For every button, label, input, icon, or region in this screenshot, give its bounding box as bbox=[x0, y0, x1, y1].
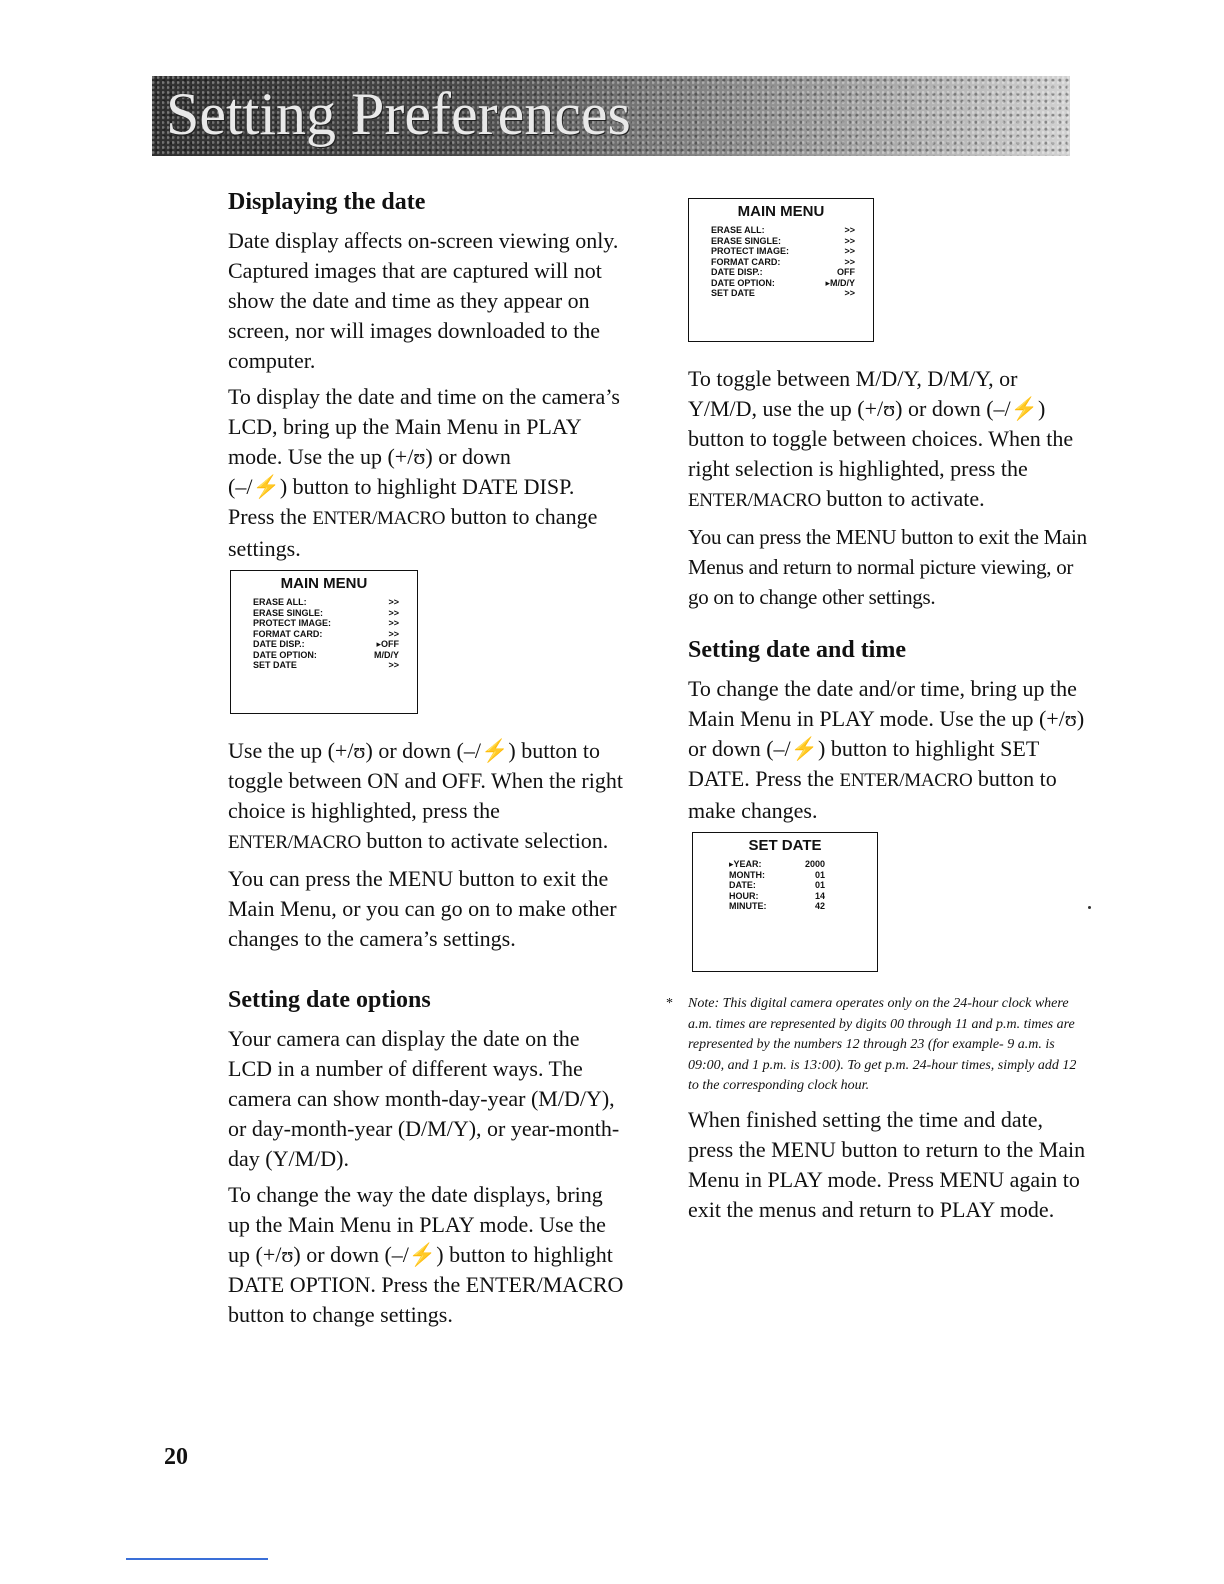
toggle-formats-text-a: To toggle between M/D/Y, D/M/Y, or Y/M/D, use the up (+/ʊ) or down (–/⚡) button to toggle between choices. When the right selection is highlighted, press the bbox=[688, 366, 1074, 481]
menu-label: DATE DISP.: bbox=[711, 267, 763, 277]
menu-value: >> bbox=[388, 607, 399, 618]
paragraph-date-options-intro: Your camera can display the date on the LCD in a number of different ways. The camera can show month-day-year (M/D/Y), or day-month-year (D/M/Y), or year-month-day (Y/M/D). bbox=[228, 1026, 620, 1171]
heading-date-time: Setting date and time bbox=[688, 637, 906, 663]
menu-value: ▸OFF bbox=[376, 639, 399, 649]
menu-value: M/D/Y bbox=[373, 649, 399, 660]
menu-label: ERASE ALL: bbox=[711, 225, 765, 235]
menu-row bbox=[693, 859, 877, 870]
menu-row bbox=[689, 236, 873, 247]
paragraph-toggle-formats bbox=[688, 364, 1088, 516]
menu-value: 14 bbox=[814, 890, 825, 901]
date-time-text-b: button to make changes. bbox=[688, 766, 1057, 823]
main-menu-screen-date-option bbox=[688, 198, 874, 342]
menu-row bbox=[231, 629, 417, 640]
menu-row bbox=[231, 639, 417, 650]
menu-value: ▸M/D/Y bbox=[825, 277, 855, 288]
note-24-hour-clock bbox=[666, 994, 1088, 1097]
page-number: 20 bbox=[164, 1444, 188, 1470]
steps-text-a: To display the date and time on the camera’s LCD, bring up the Main Menu in PLAY mode. Use the up (+/ʊ) or down bbox=[228, 384, 620, 469]
left-column bbox=[228, 186, 628, 1336]
paragraph-displaying-steps bbox=[228, 382, 628, 564]
toggle-text-b: button to activate selection. bbox=[360, 828, 609, 853]
paragraph-date-time-steps bbox=[688, 674, 1088, 826]
menu-row bbox=[693, 870, 877, 881]
menu-value: >> bbox=[844, 235, 855, 246]
menu-label: ERASE ALL: bbox=[253, 597, 307, 607]
menu-row bbox=[231, 660, 417, 671]
steps-text-c: Press the bbox=[228, 504, 313, 529]
menu-value: >> bbox=[388, 618, 399, 628]
menu-label: FORMAT CARD: bbox=[253, 628, 323, 639]
menu-label: ERASE SINGLE: bbox=[253, 607, 324, 618]
menu-value: >> bbox=[844, 225, 855, 235]
heading-date-options: Setting date options bbox=[228, 987, 431, 1013]
toggle-enter-macro: ENTER/MACRO bbox=[228, 832, 361, 853]
menu-value: 01 bbox=[814, 869, 825, 880]
steps-text-b: (–/⚡) button to highlight DATE DISP. bbox=[228, 474, 575, 499]
menu-label: MINUTE: bbox=[729, 901, 767, 911]
steps-enter-macro: ENTER/MACRO bbox=[312, 508, 446, 529]
menu-label: SET DATE bbox=[711, 288, 755, 298]
toggle-formats-enter-macro: ENTER/MACRO bbox=[688, 490, 821, 511]
stray-dot bbox=[1088, 906, 1091, 909]
menu-value: >> bbox=[388, 660, 399, 670]
paragraph-finish: When finished setting the time and date, press the MENU button to return to the Main Menu in PLAY mode. Press MENU again to exit the menus and return to PLAY mode. bbox=[688, 1106, 1086, 1222]
menu-label: SET DATE bbox=[253, 660, 297, 670]
right-column bbox=[666, 198, 1088, 1231]
toggle-text-a: Use the up (+/ʊ) or down (–/⚡) button to toggle between ON and OFF. When the right choice is highlighted, press the bbox=[228, 738, 623, 823]
menu-row bbox=[693, 891, 877, 902]
menu-value: >> bbox=[388, 628, 399, 639]
menu-label: DATE: bbox=[729, 880, 756, 890]
header-banner bbox=[152, 76, 1070, 156]
steps-text-d: button to change settings. bbox=[228, 504, 598, 561]
menu-value: OFF bbox=[837, 267, 855, 277]
menu-row bbox=[231, 650, 417, 661]
menu-value: 42 bbox=[814, 901, 825, 911]
menu-title: MAIN MENU bbox=[280, 575, 368, 592]
paragraph-displaying-intro: Date display affects on-screen viewing only. Captured images that are captured will not show the date and time as they appear on screen, nor will images downloaded to the computer. bbox=[228, 228, 619, 373]
paragraph-toggle-on-off bbox=[228, 736, 628, 858]
note-bullet: * bbox=[666, 996, 673, 1011]
menu-row bbox=[689, 267, 873, 278]
toggle-formats-text-b: button to activate. bbox=[820, 486, 985, 511]
menu-row bbox=[689, 288, 873, 299]
menu-row bbox=[231, 618, 417, 629]
date-time-enter-macro: ENTER/MACRO bbox=[839, 770, 973, 791]
menu-row bbox=[689, 278, 873, 289]
menu-value: >> bbox=[388, 597, 399, 607]
paragraph-date-options-steps: To change the way the date displays, bring up the Main Menu in PLAY mode. Use the up (+/ʊ) or down (–/⚡) button to highlight DATE OPTION. Press the ENTER/MACRO button to change settings. bbox=[228, 1182, 624, 1327]
menu-label: MONTH: bbox=[729, 869, 765, 880]
menu-label: DATE DISP.: bbox=[253, 639, 305, 649]
menu-row bbox=[693, 901, 877, 912]
menu-row bbox=[689, 257, 873, 268]
set-date-screen bbox=[692, 832, 878, 972]
menu-value: >> bbox=[844, 256, 855, 267]
paragraph-menus-exit: You can press the MENU button to exit the Main Menus and return to normal picture viewing, or go on to change other settings. bbox=[688, 525, 1087, 609]
heading-displaying-date: Displaying the date bbox=[228, 189, 426, 215]
menu-value: 01 bbox=[814, 880, 825, 890]
menu-row bbox=[689, 225, 873, 236]
footer-rule bbox=[126, 1558, 268, 1560]
menu-value: >> bbox=[844, 288, 855, 298]
paragraph-menu-exit: You can press the MENU button to exit the Main Menu, or you can go on to make other changes to the camera’s settings. bbox=[228, 866, 617, 951]
menu-label: PROTECT IMAGE: bbox=[711, 246, 789, 256]
menu-label: DATE OPTION: bbox=[711, 277, 775, 288]
menu-label: FORMAT CARD: bbox=[711, 256, 781, 267]
menu-label: PROTECT IMAGE: bbox=[253, 618, 331, 628]
menu-label: ▸YEAR: bbox=[729, 859, 762, 869]
menu-row bbox=[689, 246, 873, 257]
menu-row bbox=[231, 608, 417, 619]
page-title: Setting Preferences bbox=[166, 81, 631, 147]
menu-row bbox=[231, 597, 417, 608]
menu-label: HOUR: bbox=[729, 890, 759, 901]
menu-value: >> bbox=[844, 246, 855, 256]
menu-value: 2000 bbox=[804, 859, 825, 869]
menu-title: SET DATE bbox=[748, 837, 822, 854]
menu-row bbox=[693, 880, 877, 891]
menu-label: DATE OPTION: bbox=[253, 649, 317, 660]
main-menu-screen-date-disp bbox=[230, 570, 418, 714]
menu-title: MAIN MENU bbox=[737, 203, 825, 220]
note-text: Note: This digital camera operates only on the 24-hour clock where a.m. times are represented by digits 00 through 11 and p.m. times are represented by the numbers 12 through 23 (for example- 9 a.m. is 09:00, and 1 p.m. is 13:00). To get p.m. 24-hour times, simply add 12 to the corresponding clock hour. bbox=[688, 996, 1077, 1093]
menu-label: ERASE SINGLE: bbox=[711, 235, 782, 246]
date-time-text-a: To change the date and/or time, bring up the Main Menu in PLAY mode. Use the up (+/ʊ) or down (–/⚡) button to highlight SET DATE. Press the bbox=[688, 676, 1085, 791]
